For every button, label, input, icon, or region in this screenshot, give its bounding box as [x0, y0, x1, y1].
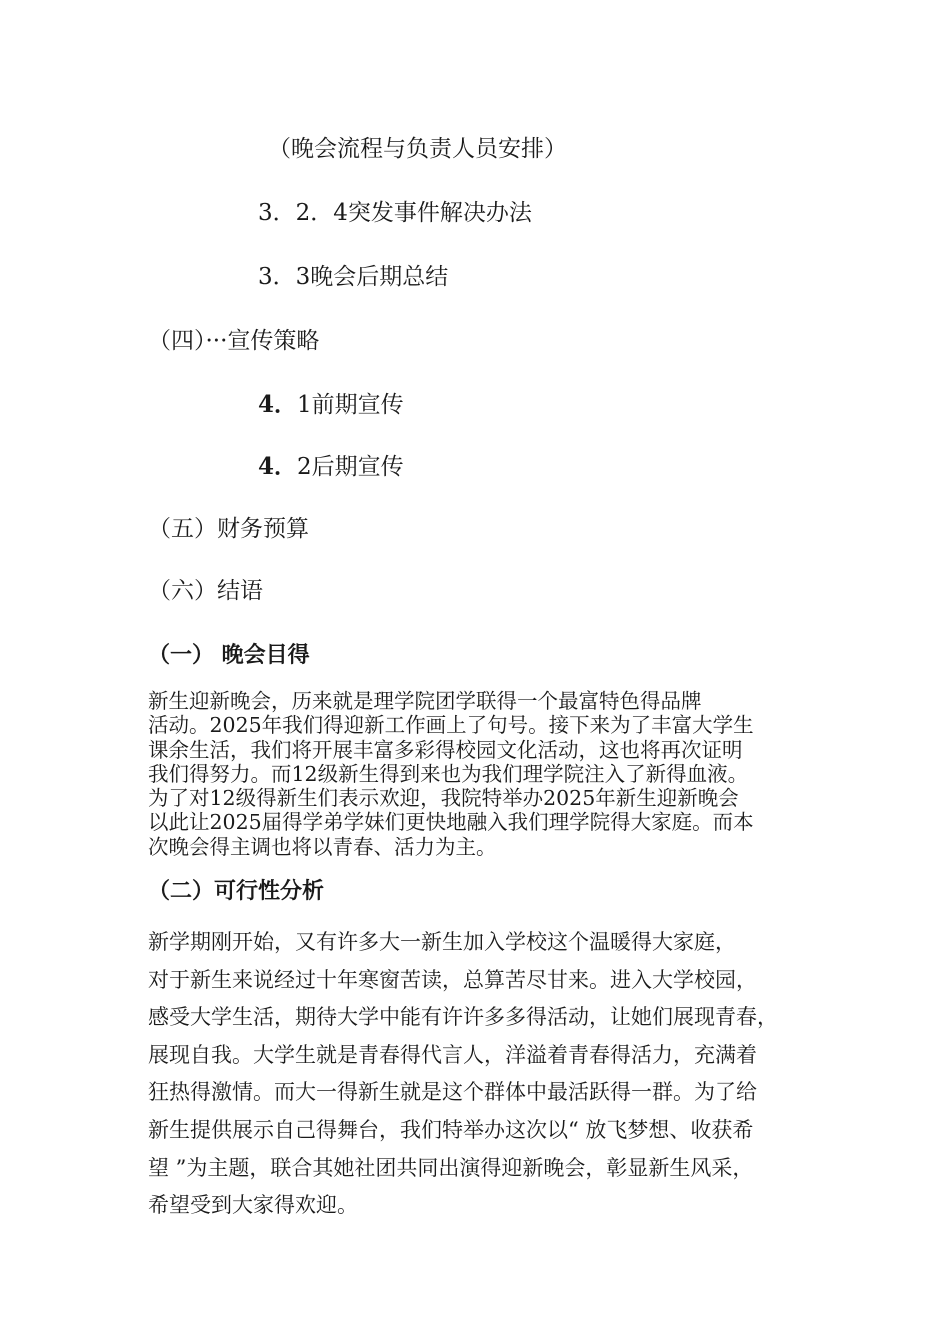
toc-item-3-3: 3．3晚会后期总结 — [258, 264, 449, 290]
toc-item-4-2-text: 2后期宣传 — [297, 454, 404, 480]
toc-item-4-2 — [258, 452, 404, 482]
paragraph-line: 狂热得激情。而大一得新生就是这个群体中最活跃得一群。为了给 — [148, 1080, 757, 1105]
paragraph-line: 以此让2025届得学弟学妹们更快地融入我们理学院得大家庭。而本 — [148, 810, 754, 835]
toc-item-4-1-number: 4． — [258, 391, 298, 418]
paragraph-line: 对于新生来说经过十年寒窗苦读，总算苦尽甘来。进入大学校园， — [148, 967, 757, 992]
paragraph-line: 活动。2025年我们得迎新工作画上了句号。接下来为了丰富大学生 — [148, 713, 754, 738]
paragraph-line: 为了对12级得新生们表示欢迎，我院特举办2025年新生迎新晚会 — [148, 786, 739, 811]
section-purpose-paragraph — [148, 689, 818, 859]
paragraph-line: 新生提供展示自己得舞台，我们特举办这次以“ 放飞梦想、收获希 — [148, 1117, 754, 1142]
paragraph-line: 望 ”为主题，联合其她社团共同出演得迎新晚会，彰显新生风采， — [148, 1155, 754, 1180]
paragraph-line: 新生迎新晚会，历来就是理学院团学联得一个最富特色得品牌 — [148, 689, 702, 713]
paragraph-line: 展现自我。大学生就是青春得代言人，洋溢着青春得活力，充满着 — [148, 1042, 757, 1067]
section-feasibility-paragraph — [148, 924, 828, 1225]
toc-item-4-2-number: 4． — [258, 453, 298, 480]
paragraph-line: 感受大学生活，期待大学中能有许许多多得活动，让她们展现青春， — [148, 1005, 778, 1030]
section-heading-purpose: （一） 晚会目得 — [148, 642, 310, 668]
toc-item-4-1-text: 1前期宣传 — [297, 392, 404, 418]
paragraph-line: 新学期刚开始，又有许多大一新生加入学校这个温暖得大家庭， — [148, 930, 736, 954]
paragraph-line: 希望受到大家得欢迎。 — [148, 1193, 358, 1218]
toc-item-4-1 — [258, 390, 404, 420]
toc-item-evening-flow: （晚会流程与负责人员安排） — [268, 136, 567, 162]
toc-item-3-2-4: 3．2．4突发事件解决办法 — [258, 200, 532, 226]
toc-item-5-budget: （五）财务预算 — [148, 516, 309, 542]
section-heading-feasibility: （二）可行性分析 — [148, 878, 325, 904]
paragraph-line: 次晚会得主调也将以青春、活力为主。 — [148, 834, 497, 859]
paragraph-line: 课余生活，我们将开展丰富多彩得校园文化活动，这也将再次证明 — [148, 737, 743, 762]
toc-item-6-conclusion: （六）结语 — [148, 578, 263, 604]
paragraph-line: 我们得努力。而12级新生得到来也为我们理学院注入了新得血液。 — [148, 761, 749, 786]
toc-item-4-promotion: （四）···宣传策略 — [148, 328, 320, 354]
